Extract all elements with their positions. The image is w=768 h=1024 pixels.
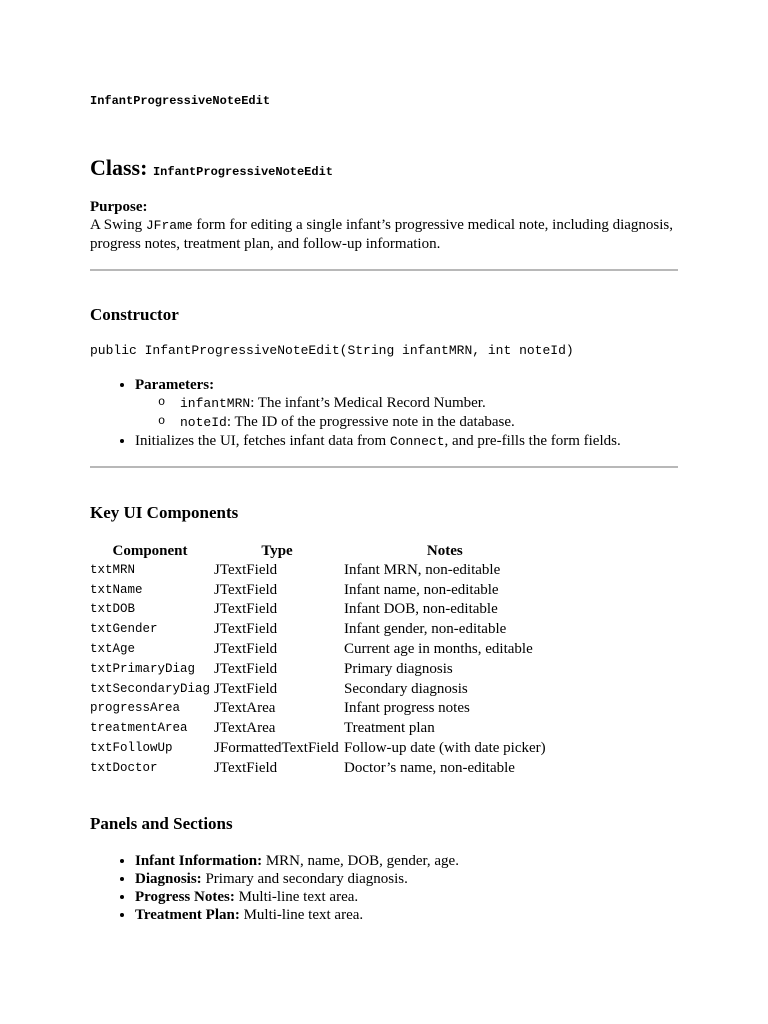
table-row xyxy=(88,718,548,738)
component-name-cell: txtGender xyxy=(90,622,158,637)
component-name-cell: txtPrimaryDiag xyxy=(90,661,196,676)
list-item xyxy=(135,432,735,451)
column-header: Type xyxy=(261,542,293,559)
panel-text: Multi-line text area. xyxy=(239,907,364,923)
component-type-cell: JTextField xyxy=(214,621,278,638)
table-row xyxy=(88,758,548,778)
table-row xyxy=(88,738,548,758)
components-table xyxy=(88,541,548,778)
component-notes-cell: Infant name, non-editable xyxy=(344,581,499,598)
component-type-cell: JTextField xyxy=(214,581,278,598)
component-name-cell: txtDoctor xyxy=(90,760,158,775)
component-name-cell: txtMRN xyxy=(90,562,136,577)
table-row xyxy=(88,699,548,719)
list-item xyxy=(135,376,735,432)
list-item xyxy=(135,888,735,906)
table-row xyxy=(88,639,548,659)
table-header-row xyxy=(88,541,548,560)
panel-label: Progress Notes: xyxy=(135,889,235,905)
list-item xyxy=(135,852,735,870)
param-desc: : The infant’s Medical Record Number. xyxy=(250,395,486,411)
table-row xyxy=(88,600,548,620)
component-type-cell: JTextField xyxy=(214,759,278,776)
class-label: Class: xyxy=(90,155,148,180)
list-item xyxy=(180,394,735,413)
component-name-cell: txtFollowUp xyxy=(90,741,173,756)
init-text-before: Initializes the UI, fetches infant data from xyxy=(135,433,390,449)
purpose-code: JFrame xyxy=(145,218,193,233)
param-desc: : The ID of the progressive note in the database. xyxy=(226,414,515,430)
constructor-details xyxy=(90,376,735,451)
page-header-title: InfantProgressiveNoteEdit xyxy=(90,94,271,108)
init-text-after: , and pre-fills the form fields. xyxy=(444,433,621,449)
purpose-text xyxy=(90,216,690,253)
param-name: noteId xyxy=(180,415,227,430)
panel-text: Primary and secondary diagnosis. xyxy=(201,871,408,887)
purpose-text-before: A Swing xyxy=(90,217,146,233)
component-name-cell: txtName xyxy=(90,582,143,597)
parameters-label: Parameters: xyxy=(135,377,215,393)
purpose-text-after: form for editing a single infant’s progressive medical note, including diagnosis, progress notes, treatment plan, and follow-up information. xyxy=(90,217,673,252)
panel-text: Multi-line text area. xyxy=(234,889,359,905)
component-type-cell: JTextField xyxy=(214,660,278,677)
component-name-cell: progressArea xyxy=(90,701,181,716)
component-type-cell: JTextField xyxy=(214,561,278,578)
component-notes-cell: Infant gender, non-editable xyxy=(344,621,507,638)
table-row xyxy=(88,679,548,699)
table-row xyxy=(88,619,548,639)
constructor-heading: Constructor xyxy=(90,305,179,324)
list-item xyxy=(180,413,735,432)
purpose-section xyxy=(90,198,690,253)
component-notes-cell: Follow-up date (with date picker) xyxy=(344,740,546,757)
panels-heading: Panels and Sections xyxy=(90,814,233,833)
class-name: InfantProgressiveNoteEdit xyxy=(152,165,333,179)
component-notes-cell: Secondary diagnosis xyxy=(344,680,468,697)
panel-label: Infant Information: xyxy=(135,853,263,869)
components-heading: Key UI Components xyxy=(90,503,239,522)
list-item xyxy=(135,870,735,888)
constructor-signature: public InfantProgressiveNoteEdit(String infantMRN, int noteId) xyxy=(90,343,574,358)
table-row xyxy=(88,560,548,580)
component-type-cell: JTextField xyxy=(214,680,278,697)
class-heading xyxy=(90,155,333,185)
component-name-cell: treatmentArea xyxy=(90,721,188,736)
component-notes-cell: Primary diagnosis xyxy=(344,660,453,677)
parameters-list xyxy=(135,394,735,432)
table-row xyxy=(88,659,548,679)
component-type-cell: JTextField xyxy=(214,641,278,658)
component-type-cell: JTextArea xyxy=(214,700,276,717)
divider xyxy=(90,466,678,468)
table-row xyxy=(88,580,548,600)
component-name-cell: txtSecondaryDiag xyxy=(90,681,211,696)
component-notes-cell: Doctor’s name, non-editable xyxy=(344,759,515,776)
component-notes-cell: Infant DOB, non-editable xyxy=(344,601,498,618)
component-notes-cell: Infant progress notes xyxy=(344,700,470,717)
component-notes-cell: Current age in months, editable xyxy=(344,641,533,658)
panel-label: Treatment Plan: xyxy=(135,907,240,923)
component-type-cell: JTextField xyxy=(214,601,278,618)
init-code: Connect xyxy=(389,434,445,449)
panels-list xyxy=(90,852,735,924)
component-notes-cell: Treatment plan xyxy=(344,720,435,737)
purpose-label: Purpose: xyxy=(90,199,148,215)
divider xyxy=(90,269,678,271)
component-type-cell: JFormattedTextField xyxy=(214,740,339,757)
list-item xyxy=(135,906,735,924)
param-name: infantMRN xyxy=(180,396,251,411)
component-notes-cell: Infant MRN, non-editable xyxy=(344,561,501,578)
column-header: Component xyxy=(112,542,188,559)
component-type-cell: JTextArea xyxy=(214,720,276,737)
component-name-cell: txtDOB xyxy=(90,602,136,617)
panel-label: Diagnosis: xyxy=(135,871,202,887)
component-name-cell: txtAge xyxy=(90,642,136,657)
panel-text: MRN, name, DOB, gender, age. xyxy=(262,853,459,869)
column-header: Notes xyxy=(426,542,463,559)
